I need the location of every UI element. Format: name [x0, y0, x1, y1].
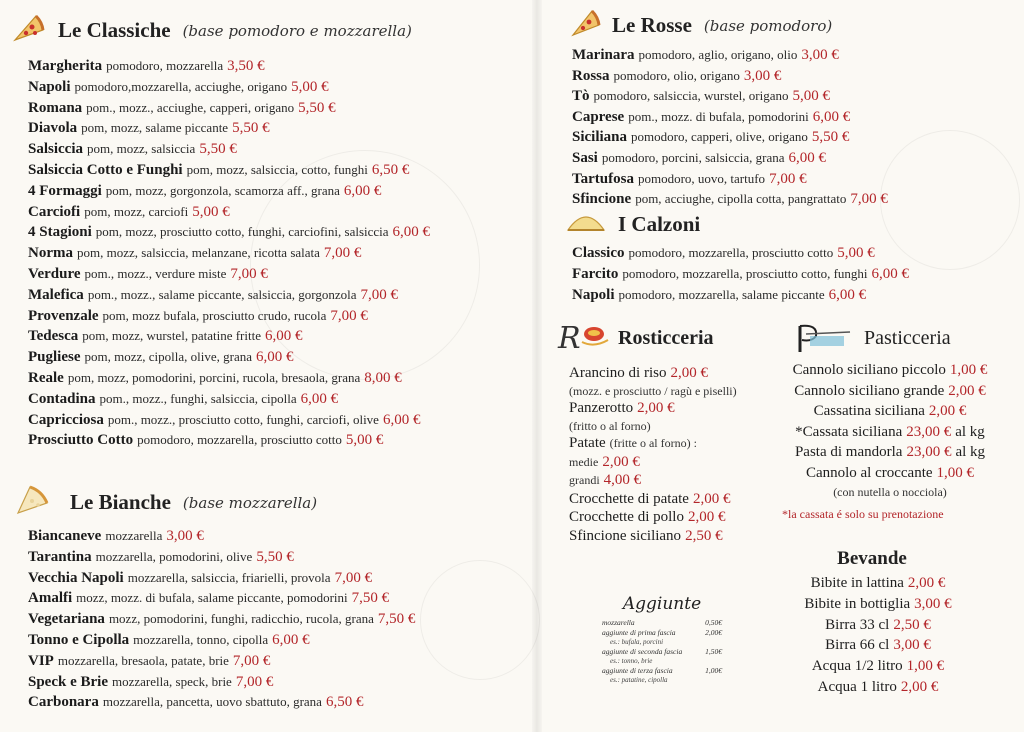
item-price: 2,00 €	[687, 509, 726, 525]
menu-item	[770, 615, 986, 636]
item-price: 7,00 €	[334, 569, 373, 586]
item-name: Provenzale	[28, 307, 99, 324]
item-price: 5,00 €	[192, 203, 230, 220]
item-note: (con nutella o nocciola)	[833, 485, 947, 499]
item-name: Tarantina	[28, 548, 92, 565]
menu-item	[770, 381, 1010, 402]
item-price: 3,00 €	[743, 67, 782, 84]
item-price: 2,00 €	[602, 453, 640, 470]
item-name: Bibite in lattina	[810, 575, 904, 591]
classiche-list	[28, 56, 430, 451]
item-name: Rossa	[572, 67, 610, 84]
item-description: mozzarella, salsiccia, friarielli, provola	[127, 569, 331, 585]
item-price: 3,00 €	[893, 637, 931, 654]
item-price: 2,00 €	[928, 403, 967, 419]
item-name: Napoli	[28, 78, 71, 95]
item-price: 6,00 €	[256, 349, 294, 366]
item-note: (fritto o al forno)	[569, 418, 651, 433]
menu-item	[770, 442, 1010, 463]
item-price: 7,00 €	[230, 265, 268, 282]
aggiunte-list	[602, 618, 722, 685]
section-title: Rosticceria	[618, 327, 714, 349]
menu-item	[28, 389, 430, 410]
item-price: 5,00 €	[792, 88, 830, 105]
menu-item	[770, 360, 1010, 381]
item-description: pom., mozz., prosciutto cotto, funghi, carciofi, olive	[107, 411, 379, 427]
item-price: 2,00 €	[692, 490, 731, 507]
menu-item	[28, 98, 430, 119]
item-description: pom, mozz, gorgonzola, scamorza aff., grana	[105, 182, 340, 198]
item-name: Cannolo al croccante	[805, 464, 933, 481]
section-subtitle: (base pomodoro)	[703, 16, 833, 35]
menu-item	[28, 430, 430, 451]
item-description: mozzarella, bresaola, patate, brie	[57, 652, 229, 668]
item-price: 3,00 €	[801, 47, 839, 63]
item-price: 6,00 €	[272, 631, 310, 648]
item-price: 2,50 €	[893, 616, 931, 633]
item-name: aggiunte di prima fascia	[602, 628, 676, 637]
menu-item	[770, 677, 986, 698]
menu-item	[28, 202, 430, 223]
rosticceria-list	[569, 364, 737, 545]
item-name: Tartufosa	[572, 170, 634, 187]
section-title: Le Classiche	[58, 18, 171, 42]
item-name: *Cassata siciliana	[795, 423, 903, 440]
item-note: (fritte o al forno) :	[609, 436, 697, 450]
menu-item	[770, 594, 986, 615]
item-name: Cannolo siciliano piccolo	[792, 362, 946, 378]
menu-item	[28, 56, 430, 77]
menu-item	[572, 107, 888, 128]
item-price: 6,00 €	[264, 328, 303, 345]
rosticceria-header	[556, 318, 714, 359]
item-price: 6,00 €	[871, 266, 910, 282]
item-description: pom., mozz. di bufala, pomodorini	[628, 108, 809, 124]
item-name: Classico	[572, 245, 625, 261]
pizza-slice-icon	[12, 12, 46, 49]
menu-item	[572, 86, 888, 107]
bevande-list	[770, 573, 986, 698]
item-description: pom., mozz., funghi, salsiccia, cipolla	[99, 390, 297, 406]
calzoni-header	[566, 210, 700, 239]
item-price: 2,00 €	[670, 365, 708, 381]
item-price: 5,50 €	[298, 99, 336, 116]
menu-item	[28, 77, 430, 98]
item-name: Prosciutto Cotto	[28, 432, 134, 449]
item-price: 6,50 €	[371, 161, 410, 178]
item-description: pom, mozz, carciofi	[84, 203, 189, 219]
menu-item	[28, 347, 430, 368]
item-price: 7,50 €	[351, 590, 390, 607]
item-name: Tonno e Cipolla	[28, 631, 130, 648]
item-price: 8,00 €	[364, 369, 402, 386]
item-name: Diavola	[28, 120, 78, 137]
item-name: Malefica	[28, 286, 84, 303]
menu-item	[28, 118, 430, 139]
item-price: 6,00 €	[788, 149, 827, 166]
item-note: grandi	[569, 473, 600, 487]
item-note: medie	[569, 454, 599, 469]
item-price: 2,00 €	[907, 575, 946, 591]
item-name: Contadina	[28, 390, 96, 407]
item-price: 5,00 €	[345, 432, 384, 449]
section-title: Pasticceria	[864, 327, 951, 349]
item-description: pomodoro, salsiccia, wurstel, origano	[593, 88, 789, 104]
item-price: 1,50€	[705, 647, 722, 656]
item-description: pom, mozz, cipolla, olive, grana	[84, 349, 253, 365]
item-price: 5,00 €	[837, 245, 875, 261]
item-name: Carbonara	[28, 694, 99, 711]
item-price: 6,00 €	[300, 390, 339, 407]
item-price: 6,00 €	[812, 108, 851, 125]
item-price: 1,00€	[705, 666, 722, 675]
item-price: 2,00 €	[637, 400, 675, 416]
item-name: 4 Formaggi	[28, 182, 102, 199]
menu-item	[28, 326, 430, 347]
rosse-header	[570, 8, 832, 43]
menu-item	[28, 410, 430, 431]
aggiunte-item	[602, 666, 722, 676]
item-name: Pugliese	[28, 349, 81, 366]
item-description: pomodoro, mozzarella, prosciutto cotto	[628, 245, 834, 260]
bianche-header	[14, 483, 317, 522]
calzoni-list	[572, 242, 909, 305]
menu-item	[569, 490, 737, 509]
item-description: pomodoro, porcini, salsiccia, grana	[601, 149, 785, 165]
menu-item	[28, 368, 430, 389]
item-description: mozzarella, pomodorini, olive	[95, 548, 253, 564]
item-description: mozzarella, pancetta, uovo sbattuto, grana	[102, 694, 322, 710]
aggiunte-title: Aggiunte	[622, 594, 702, 614]
menu-item	[770, 483, 1010, 502]
item-name: Caprese	[572, 108, 625, 125]
menu-item	[28, 243, 430, 264]
menu-item	[572, 127, 888, 148]
item-name: Bibite in bottiglia	[804, 595, 911, 612]
item-price: 7,00 €	[323, 245, 362, 262]
menu-item	[569, 434, 737, 453]
item-name: Siciliana	[572, 129, 628, 146]
item-description: mozzarella	[105, 528, 163, 543]
item-name: Birra 66 cl	[825, 637, 890, 654]
item-price: 7,00 €	[330, 307, 368, 324]
item-name: 4 Stagioni	[28, 224, 92, 241]
menu-item	[28, 672, 415, 693]
menu-item	[28, 139, 430, 160]
item-price: 7,50 €	[377, 611, 416, 628]
item-name: Vegetariana	[28, 611, 105, 628]
item-name: Romana	[28, 99, 83, 116]
item-price: 23,00 €	[906, 444, 952, 460]
aggiunte-item	[602, 647, 722, 657]
item-name: Sfincione	[572, 191, 632, 208]
item-name: Panzerotto	[569, 400, 634, 416]
item-description: pom., mozz., salame piccante, salsiccia, gorgonzola	[87, 286, 357, 302]
item-description: pomodoro, mozzarella	[106, 58, 224, 73]
item-price: 5,50 €	[199, 141, 237, 158]
item-note: (mozz. e prosciutto / ragù e piselli)	[569, 383, 737, 398]
menu-item	[572, 169, 888, 190]
menu-item	[572, 45, 888, 66]
item-description: pomodoro,mozzarella, acciughe, origano	[74, 78, 288, 94]
aggiunte-example: es.: patatine, cipolla	[610, 676, 668, 684]
item-description: pom, mozz, salsiccia, melanzane, ricotta salata	[77, 245, 320, 261]
item-price: 5,50 €	[232, 120, 270, 137]
item-description: mozz, mozz. di bufala, salame piccante, pomodorini	[76, 590, 348, 606]
item-price: 4,00 €	[603, 472, 642, 488]
item-name: Salsiccia	[28, 141, 83, 158]
item-description: pom, mozz bufala, prosciutto crudo, rucola	[102, 307, 327, 323]
item-name: Reale	[28, 369, 64, 386]
item-description: pomodoro, capperi, olive, origano	[631, 129, 808, 145]
item-description: pomodoro, olio, origano	[613, 67, 740, 83]
menu-item	[572, 284, 909, 305]
item-price: 1,00 €	[949, 362, 988, 378]
item-price: 5,00 €	[291, 78, 329, 95]
section-title: Le Bianche	[70, 490, 171, 514]
menu-item	[770, 463, 1010, 484]
aggiunte-item	[602, 628, 722, 638]
item-name: Acqua 1/2 litro	[811, 658, 903, 675]
item-name: Biancaneve	[28, 528, 102, 544]
item-name: aggiunte di seconda fascia	[602, 647, 683, 656]
item-name: VIP	[28, 652, 54, 669]
item-name: Verdure	[28, 265, 81, 282]
menu-item	[569, 453, 737, 472]
item-description: pomodoro, mozzarella, prosciutto cotto, funghi	[622, 266, 868, 281]
menu-item	[28, 285, 430, 306]
aggiunte-example: es.: bufala, porcini	[610, 638, 664, 646]
menu-item	[28, 692, 415, 713]
item-name: mozzarella	[602, 618, 635, 627]
item-price: 2,00 €	[900, 678, 939, 695]
item-price: 0,50€	[705, 618, 722, 627]
page-fold	[532, 0, 542, 732]
calzone-icon	[566, 210, 606, 239]
pasticceria-list	[770, 360, 1010, 502]
menu-item	[28, 181, 430, 202]
item-name: Norma	[28, 245, 73, 262]
menu-item	[28, 526, 415, 547]
background-decoration	[420, 560, 540, 680]
item-name: Tò	[572, 88, 590, 105]
item-name: Sfincione siciliano	[569, 527, 682, 544]
item-description: pom, mozz, wurstel, patatine fritte	[82, 328, 261, 344]
item-price: 7,00 €	[850, 191, 888, 208]
item-name: Tedesca	[28, 328, 79, 345]
menu-item	[569, 508, 737, 527]
item-description: pomodoro, mozzarella, salame piccante	[618, 287, 825, 302]
item-price: 7,00 €	[360, 286, 399, 303]
item-name: Patate	[569, 435, 606, 451]
item-description: pom, mozz, pomodorini, porcini, rucola, bresaola, grana	[67, 369, 361, 385]
bianche-list	[28, 526, 415, 713]
item-name: Vecchia Napoli	[28, 569, 124, 586]
item-price: 2,00€	[705, 628, 722, 637]
item-name: Farcito	[572, 266, 619, 282]
item-description: pom, mozz, salsiccia, cotto, funghi	[186, 161, 368, 177]
classiche-header	[12, 12, 412, 49]
menu-item	[572, 263, 909, 284]
menu-item	[28, 588, 415, 609]
pasticceria-header	[796, 318, 951, 359]
section-title: Le Rosse	[612, 13, 692, 37]
item-price: 6,00 €	[382, 411, 421, 428]
menu-item	[28, 651, 415, 672]
menu-item	[770, 573, 986, 594]
item-description: mozz, pomodorini, funghi, radicchio, rucola, grana	[108, 611, 374, 627]
item-name: Speck e Brie	[28, 673, 108, 690]
menu-item	[572, 148, 888, 169]
menu-item	[770, 656, 986, 677]
menu-item	[569, 527, 737, 546]
menu-item	[28, 222, 430, 243]
item-price: 23,00 €	[906, 423, 952, 440]
section-subtitle: (base mozzarella)	[182, 493, 318, 512]
item-name: Birra 33 cl	[825, 616, 890, 633]
pizza-slice-icon	[14, 483, 50, 522]
item-name: Crocchette di patate	[569, 490, 689, 507]
item-price: 6,00 €	[343, 182, 382, 199]
menu-item	[569, 471, 737, 490]
item-description: mozzarella, speck, brie	[112, 673, 232, 689]
item-price: 5,50 €	[811, 129, 850, 146]
svg-text:R: R	[558, 321, 581, 354]
menu-item	[28, 609, 415, 630]
section-title: I Calzoni	[618, 212, 701, 236]
aggiunte-item	[602, 618, 722, 628]
item-unit: al kg	[955, 444, 986, 460]
menu-item	[28, 264, 430, 285]
item-name: Crocchette di pollo	[569, 509, 684, 525]
item-price: 7,00 €	[232, 652, 271, 669]
menu-item	[28, 160, 430, 181]
item-description: pomodoro, uovo, tartufo	[637, 170, 766, 186]
item-description: mozzarella, tonno, cipolla	[133, 631, 269, 647]
pasticceria-logo-icon	[796, 318, 852, 359]
item-description: pom., mozz., acciughe, capperi, origano	[86, 99, 295, 115]
menu-item	[569, 418, 737, 435]
item-description: pom, mozz, prosciutto cotto, funghi, carciofini, salsiccia	[95, 224, 389, 240]
item-price: 7,00 €	[769, 170, 807, 187]
item-name: Arancino di riso	[569, 365, 667, 381]
bevande-title: Bevande	[837, 548, 907, 569]
item-unit: al kg	[955, 423, 985, 440]
aggiunte-box	[602, 594, 722, 685]
item-name: Carciofi	[28, 203, 81, 220]
menu-item	[770, 422, 1010, 443]
menu-item	[770, 635, 986, 656]
menu-item	[572, 66, 888, 87]
item-price: 3,00 €	[914, 595, 952, 612]
menu-item	[28, 630, 415, 651]
item-description: pomodoro, aglio, origano, olio	[638, 47, 798, 62]
menu-item	[572, 189, 888, 210]
menu-item	[28, 568, 415, 589]
rosticceria-logo-icon	[556, 318, 612, 359]
menu-item	[572, 242, 909, 263]
item-name: Cassatina siciliana	[813, 403, 925, 419]
section-subtitle: (base pomodoro e mozzarella)	[182, 21, 412, 40]
item-name: Acqua 1 litro	[817, 678, 897, 695]
item-price: 6,00 €	[392, 224, 431, 241]
item-price: 1,00 €	[906, 658, 945, 675]
menu-item	[569, 364, 737, 383]
item-description: pom, acciughe, cipolla cotta, pangrattato	[635, 191, 847, 207]
menu-item	[569, 399, 737, 418]
item-name: Pasta di mandorla	[794, 444, 903, 460]
aggiunte-example: es.: tonno, brie	[610, 657, 653, 665]
item-name: Amalfi	[28, 590, 73, 607]
item-description: pomodoro, mozzarella, prosciutto cotto	[137, 432, 342, 448]
item-price: 7,00 €	[235, 673, 274, 690]
item-price: 1,00 €	[936, 464, 975, 481]
item-description: pom, mozz, salame piccante	[81, 120, 229, 136]
item-name: Napoli	[572, 287, 615, 303]
item-name: Salsiccia Cotto e Funghi	[28, 161, 183, 178]
menu-item	[28, 306, 430, 327]
menu-item	[569, 383, 737, 400]
item-price: 3,00 €	[166, 528, 204, 544]
pasticceria-footnote: *la cassata é solo su prenotazione	[782, 507, 944, 521]
item-price: 3,50 €	[227, 58, 265, 74]
item-name: Cannolo siciliano grande	[794, 382, 945, 399]
item-name: Marinara	[572, 47, 635, 63]
pizza-slice-icon	[570, 8, 602, 43]
item-price: 2,00 €	[948, 382, 986, 399]
item-price: 5,50 €	[256, 548, 294, 565]
item-name: aggiunte di terza fascia	[602, 666, 673, 675]
item-description: pom, mozz, salsiccia	[87, 141, 196, 157]
item-name: Capricciosa	[28, 411, 104, 428]
item-price: 6,50 €	[325, 694, 364, 711]
menu-item	[28, 547, 415, 568]
item-price: 2,50 €	[685, 527, 723, 544]
menu-item	[770, 401, 1010, 422]
item-name: Margherita	[28, 58, 103, 74]
rosse-list	[572, 45, 888, 210]
item-price: 6,00 €	[828, 287, 867, 303]
item-name: Sasi	[572, 149, 598, 166]
item-description: pom., mozz., verdure miste	[84, 265, 227, 281]
